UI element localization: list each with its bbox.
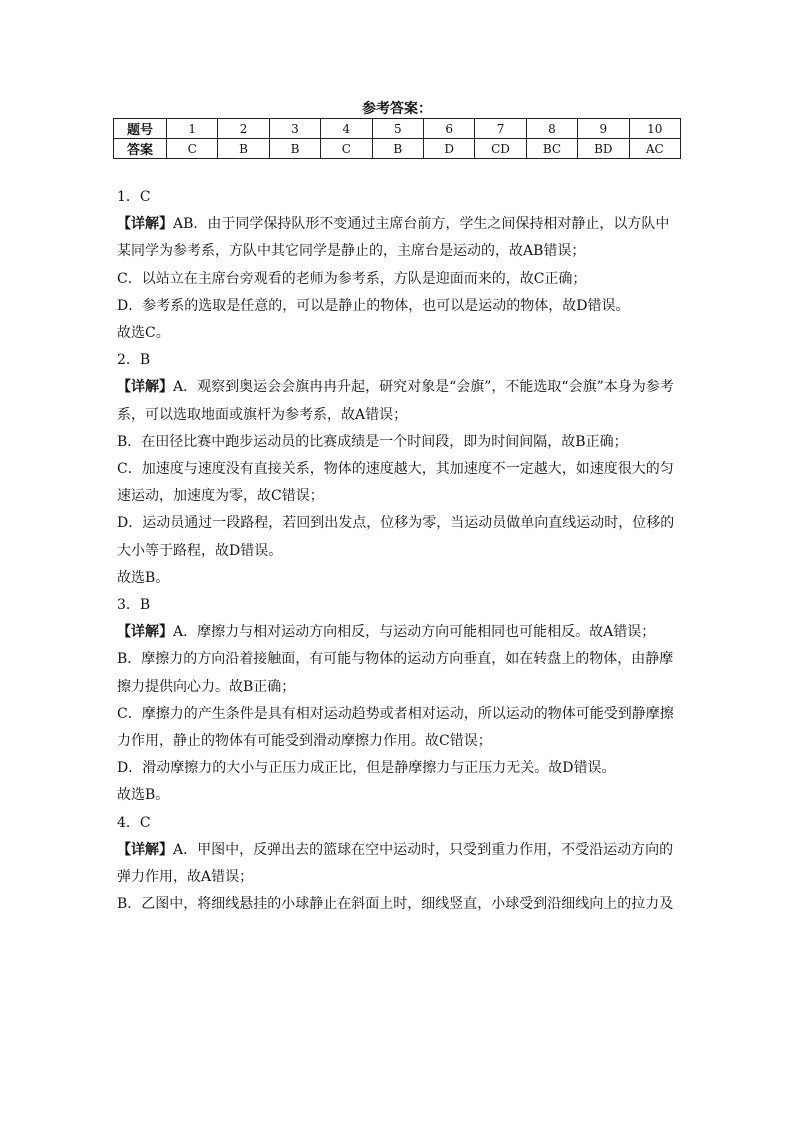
answer-cell: BD bbox=[578, 139, 629, 159]
explanation-line bbox=[117, 674, 683, 701]
explanation-line bbox=[117, 456, 683, 483]
answer-cell: AC bbox=[629, 139, 680, 159]
detail-tag: 【详解】 bbox=[117, 379, 173, 396]
answer-cell: B bbox=[218, 139, 269, 159]
question-number: 9 bbox=[578, 119, 629, 139]
explanation-line bbox=[117, 510, 683, 537]
explanation-line bbox=[117, 293, 683, 320]
explanation-text: C．加速度与速度没有直接关系，物体的速度越大，其加速度不一定越大，如速度很大的匀 bbox=[117, 461, 674, 478]
explanation-line bbox=[117, 402, 683, 429]
detail-tag: 【详解】 bbox=[117, 216, 173, 233]
explanation-line bbox=[117, 211, 683, 238]
explanation-line bbox=[117, 646, 683, 673]
answer-cell: CD bbox=[475, 139, 526, 159]
explanation-line bbox=[117, 538, 683, 565]
explanation-line bbox=[117, 266, 683, 293]
question-heading: 4．C bbox=[117, 814, 151, 831]
explanation-text: 弹力作用，故A错误； bbox=[117, 869, 254, 886]
explanation-line bbox=[117, 837, 683, 864]
explanation-text: A．摩擦力与相对运动方向相反，与运动方向可能相同也可能相反。故A错误； bbox=[173, 624, 656, 641]
explanation-text: D．运动员通过一段路程，若回到出发点，位移为零，当运动员做单向直线运动时，位移的 bbox=[117, 515, 675, 532]
explanation-body bbox=[117, 184, 683, 918]
explanation-text: 故选C。 bbox=[117, 325, 170, 342]
answer-cell: C bbox=[321, 139, 372, 159]
explanation-text: B．在田径比赛中跑步运动员的比赛成绩是一个时间段，即为时间间隔，故B正确； bbox=[117, 433, 628, 450]
question-number: 8 bbox=[526, 119, 577, 139]
explanation-text: 故选B。 bbox=[117, 787, 170, 804]
explanation-line bbox=[117, 891, 683, 918]
explanation-text: C．以站立在主席台旁观看的老师为参考系，方队是迎面而来的，故C正确； bbox=[117, 270, 587, 287]
question-number: 4 bbox=[321, 119, 372, 139]
question-number: 1 bbox=[167, 119, 218, 139]
question-number: 2 bbox=[218, 119, 269, 139]
explanation-line bbox=[117, 374, 683, 401]
question-heading: 2．B bbox=[117, 352, 151, 369]
question-heading: 1．C bbox=[117, 189, 151, 205]
answer-table bbox=[113, 118, 681, 159]
answer-cell: B bbox=[269, 139, 320, 159]
detail-tag: 【详解】 bbox=[117, 841, 173, 858]
explanation-text: B．乙图中，将细线悬挂的小球静止在斜面上时，细线竖直，小球受到沿细线向上的拉力及 bbox=[117, 896, 674, 913]
explanation-line bbox=[117, 565, 683, 592]
explanation-line bbox=[117, 619, 683, 646]
explanation-line bbox=[117, 238, 683, 265]
explanation-text: AB．由于同学保持队形不变通过主席台前方，学生之间保持相对静止，以方队中 bbox=[173, 216, 670, 233]
row-label-question: 题号 bbox=[114, 119, 167, 139]
answer-key-title: 参考答案： bbox=[362, 101, 432, 117]
explanation-text: 速运动，加速度为零，故C错误； bbox=[117, 488, 324, 505]
explanation-text: 故选B。 bbox=[117, 569, 170, 586]
explanation-line bbox=[117, 728, 683, 755]
answer-cell: C bbox=[167, 139, 218, 159]
explanation-text: B．摩擦力的方向沿着接触面，有可能与物体的运动方向垂直，如在转盘上的物体，由静摩 bbox=[117, 651, 674, 668]
row-label-answer: 答案 bbox=[114, 139, 167, 159]
explanation-text: 某同学为参考系，方队中其它同学是静止的，主席台是运动的，故AB错误； bbox=[117, 243, 586, 260]
question-number-row bbox=[114, 119, 681, 139]
explanation-line bbox=[117, 320, 683, 347]
answer-cell: BC bbox=[526, 139, 577, 159]
explanation-line bbox=[117, 864, 683, 891]
question-number: 3 bbox=[269, 119, 320, 139]
explanation-text: A．甲图中，反弹出去的篮球在空中运动时，只受到重力作用，不受沿运动方向的 bbox=[173, 841, 674, 858]
answer-row bbox=[114, 139, 681, 159]
explanation-line bbox=[117, 755, 683, 782]
question-heading: 3．B bbox=[117, 597, 151, 614]
explanation-text: A．观察到奥运会会旗冉冉升起，研究对象是“会旗”，不能选取“会旗”本身为参考 bbox=[173, 379, 674, 396]
answer-cell: B bbox=[372, 139, 423, 159]
explanation-text: 系，可以选取地面或旗杆为参考系，故A错误； bbox=[117, 406, 408, 423]
explanation-text: C．摩擦力的产生条件是具有相对运动趋势或者相对运动，所以运动的物体可能受到静摩擦 bbox=[117, 705, 674, 722]
explanation-line bbox=[117, 483, 683, 510]
question-number: 7 bbox=[475, 119, 526, 139]
explanation-text: 大小等于路程，故D错误。 bbox=[117, 542, 283, 559]
explanation-text: 力作用，静止的物体有可能受到滑动摩擦力作用。故C错误； bbox=[117, 733, 492, 750]
detail-tag: 【详解】 bbox=[117, 624, 173, 641]
question-number: 5 bbox=[372, 119, 423, 139]
question-number: 6 bbox=[423, 119, 474, 139]
answer-cell: D bbox=[423, 139, 474, 159]
question-number: 10 bbox=[629, 119, 680, 139]
explanation-text: D．滑动摩擦力的大小与正压力成正比，但是静摩擦力与正压力无关。故D错误。 bbox=[117, 760, 616, 777]
explanation-text: 擦力提供向心力。故B正确； bbox=[117, 678, 296, 695]
explanation-text: D．参考系的选取是任意的，可以是静止的物体，也可以是运动的物体，故D错误。 bbox=[117, 297, 630, 314]
explanation-line bbox=[117, 429, 683, 456]
explanation-line bbox=[117, 701, 683, 728]
explanation-line bbox=[117, 782, 683, 809]
